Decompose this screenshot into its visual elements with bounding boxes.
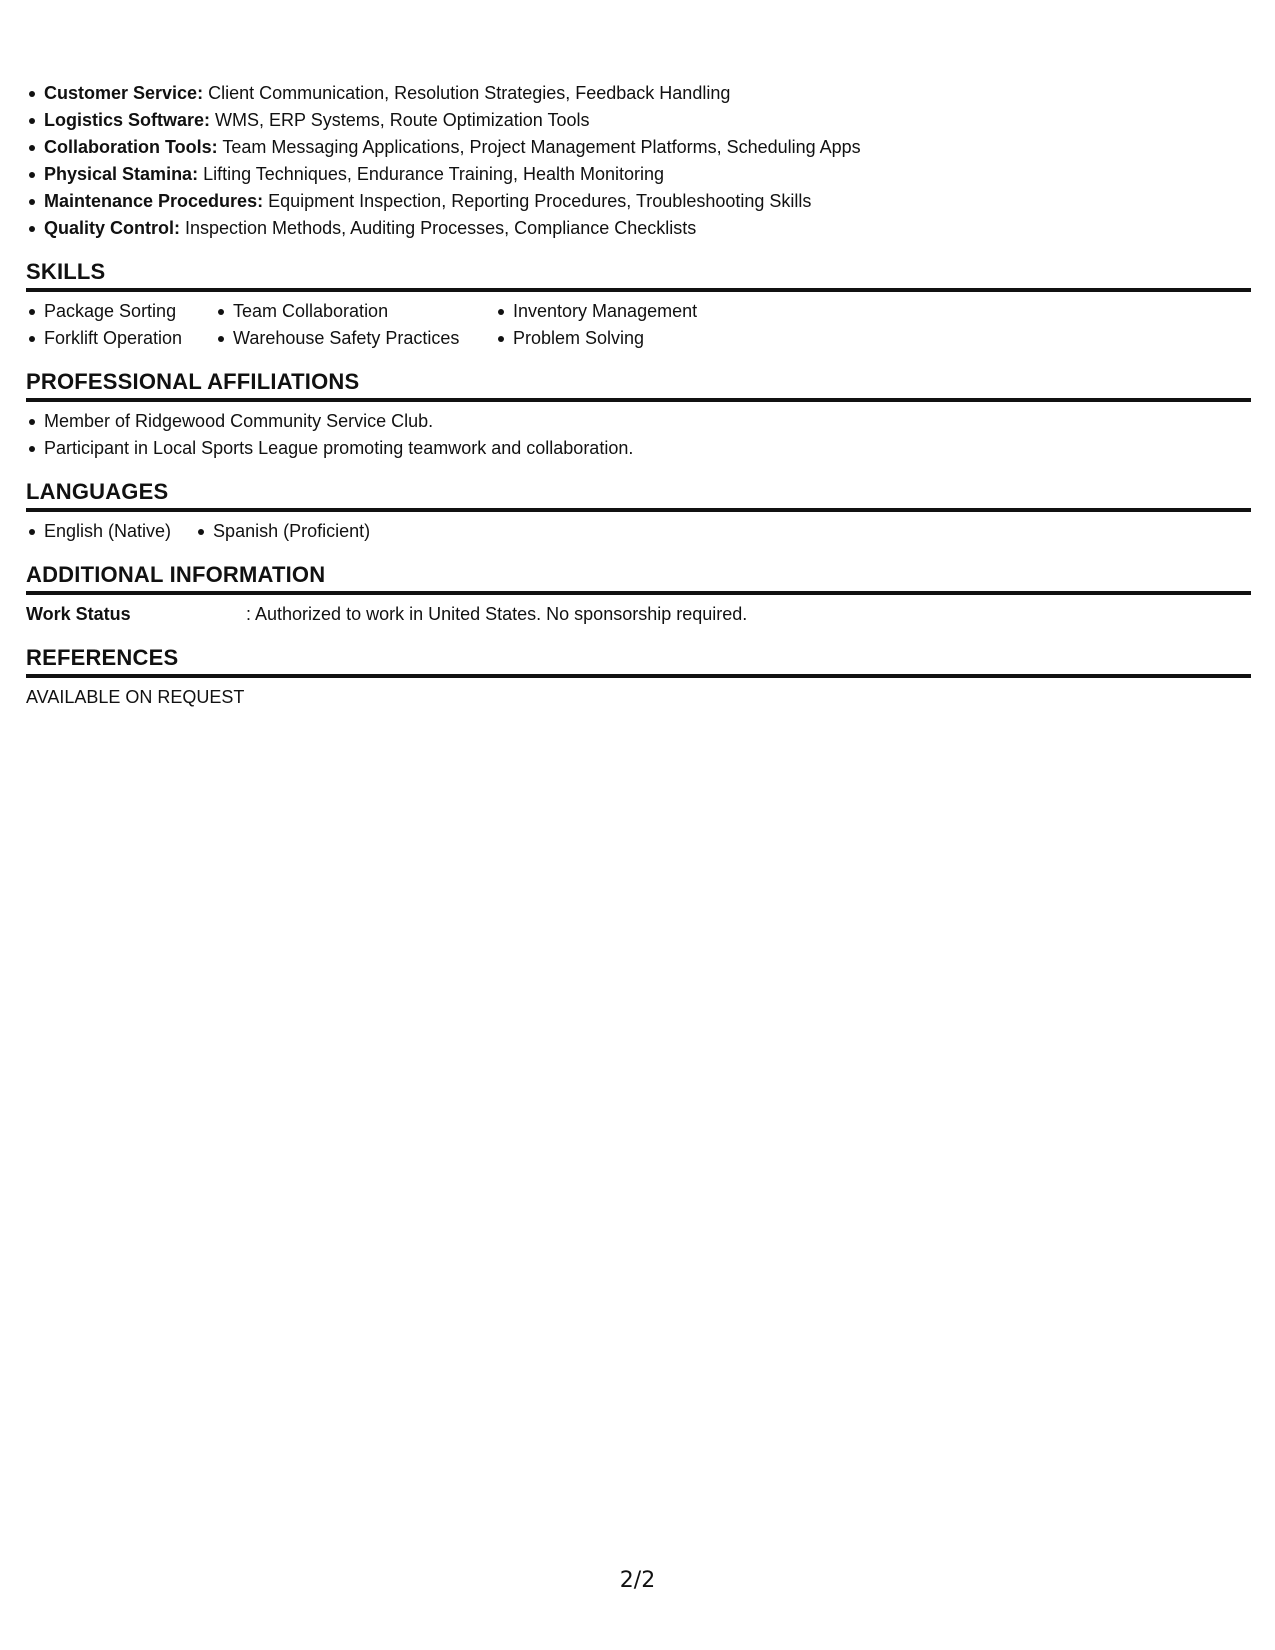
competency-value: Client Communication, Resolution Strategies, Feedback Handling — [203, 83, 731, 103]
skills-section — [26, 259, 1251, 352]
languages-heading: LANGUAGES — [26, 479, 1251, 512]
competency-label: Physical Stamina: — [44, 164, 199, 184]
languages-list — [26, 518, 1251, 545]
skill-item: Problem Solving — [495, 325, 755, 352]
competency-item — [26, 80, 1251, 107]
competency-item — [26, 188, 1251, 215]
affiliations-heading: PROFESSIONAL AFFILIATIONS — [26, 369, 1251, 402]
competency-item — [26, 134, 1251, 161]
references-text: AVAILABLE ON REQUEST — [26, 687, 245, 707]
skill-item: Inventory Management — [495, 298, 755, 325]
competency-label: Collaboration Tools: — [44, 137, 218, 157]
references-section — [26, 645, 1251, 711]
skill-item: Warehouse Safety Practices — [215, 325, 495, 352]
skill-item: Package Sorting — [26, 298, 215, 325]
affiliation-item: Member of Ridgewood Community Service Club. — [26, 408, 1251, 435]
resume-page-2 — [26, 80, 1251, 711]
affiliation-item: Participant in Local Sports League promoting teamwork and collaboration. — [26, 435, 1251, 462]
skills-heading: SKILLS — [26, 259, 1251, 292]
competency-value: Lifting Techniques, Endurance Training, Health Monitoring — [198, 164, 665, 184]
skills-column — [26, 298, 215, 352]
skills-grid — [26, 298, 1251, 352]
competency-label: Logistics Software: — [44, 110, 211, 130]
competency-label: Maintenance Procedures: — [44, 191, 264, 211]
language-item: Spanish (Proficient) — [195, 518, 370, 545]
references-heading: REFERENCES — [26, 645, 1251, 678]
skills-column — [215, 298, 495, 352]
skills-column — [495, 298, 755, 352]
competency-label: Quality Control: — [44, 218, 180, 238]
skill-item: Forklift Operation — [26, 325, 215, 352]
affiliations-section — [26, 369, 1251, 462]
competency-value: Inspection Methods, Auditing Processes, Compliance Checklists — [180, 218, 697, 238]
work-status-value: : Authorized to work in United States. No sponsorship required. — [246, 604, 748, 624]
skill-item: Team Collaboration — [215, 298, 495, 325]
competency-value: Team Messaging Applications, Project Management Platforms, Scheduling Apps — [217, 137, 861, 157]
competency-value: Equipment Inspection, Reporting Procedures, Troubleshooting Skills — [263, 191, 812, 211]
additional-info-section — [26, 562, 1251, 628]
work-status-label: Work Status — [26, 604, 131, 624]
competency-item — [26, 107, 1251, 134]
page-number: 2/2 — [619, 1568, 656, 1593]
work-status-row — [26, 601, 1251, 628]
competency-item — [26, 215, 1251, 242]
competency-value: WMS, ERP Systems, Route Optimization Tools — [210, 110, 590, 130]
competency-item — [26, 161, 1251, 188]
affiliations-list — [26, 408, 1251, 462]
additional-info-heading: ADDITIONAL INFORMATION — [26, 562, 1251, 595]
language-item: English (Native) — [26, 518, 171, 545]
competencies-list — [26, 80, 1251, 242]
competency-label: Customer Service: — [44, 83, 204, 103]
languages-section — [26, 479, 1251, 545]
